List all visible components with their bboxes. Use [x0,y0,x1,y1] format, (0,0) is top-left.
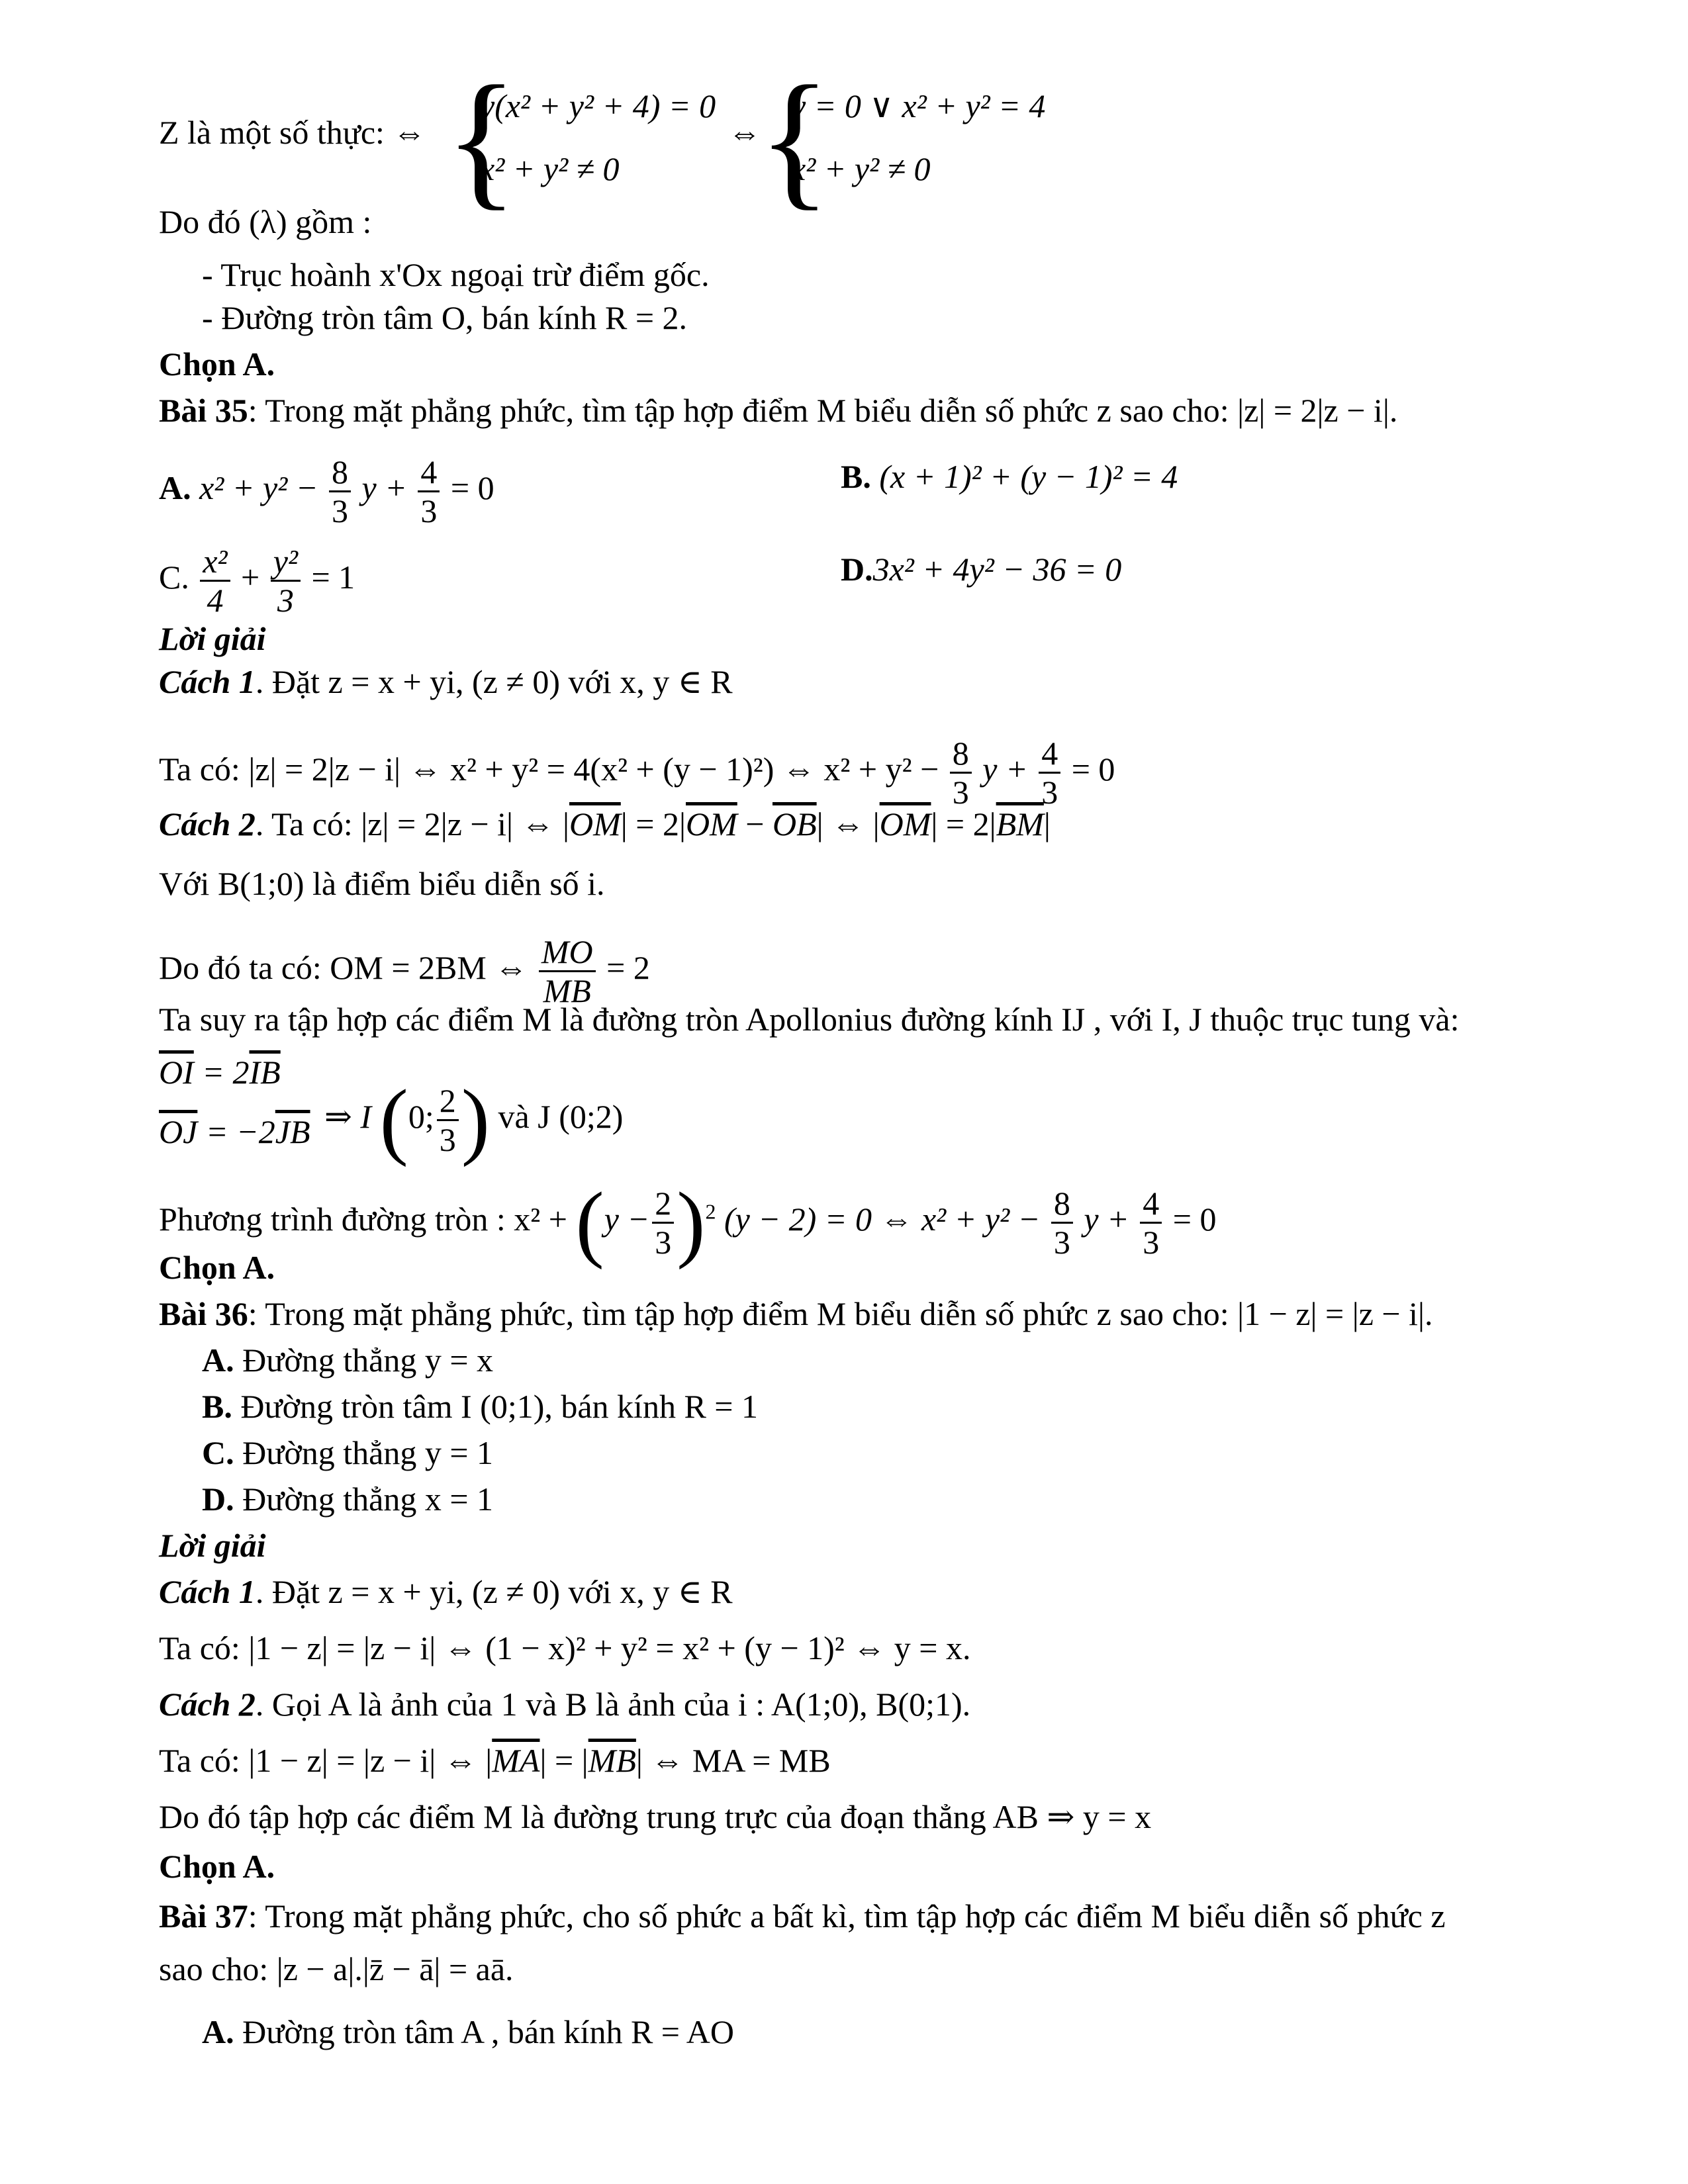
problem-number: Bài 37 [159,1897,248,1934]
ratio-text: = 2 [606,948,650,986]
denominator: 3 [331,492,348,529]
method-2 [159,804,1051,844]
derivation-text: Ta có: |z| = 2|z − i| ⇔ x² + y² = 4(x² + (y − 1)²) ⇔ x² + y² − [159,750,939,788]
numerator: 8 [950,735,972,774]
equation-text: y − [604,1200,650,1238]
vector: $\overline{OI}$ [159,1054,194,1091]
fraction [1051,1185,1073,1261]
method-text: . Đặt z = x + yi, (z ≠ 0) với x, y ∈ R [255,1573,733,1610]
line-real-condition [159,113,426,152]
option-label: C. [202,1434,234,1471]
paren: ( [575,1175,604,1271]
vector-eq-text: = −2 [197,1113,275,1150]
equation-text: Phương trình đường tròn : x² + [159,1200,567,1238]
option-c [159,543,355,619]
equivalence-symbol: ⇔ [728,114,761,151]
result-text: 0; [408,1097,434,1135]
solution-heading: Lời giải [159,1527,266,1564]
option-formula: = 0 [450,469,494,506]
system-1-eq-1: y(x² + y² + 4) = 0 [480,87,716,124]
vector: $\overline{OB}$ [772,805,817,842]
option-text: Đường tròn tâm I (0;1), bán kính R = 1 [232,1388,758,1425]
text-line: Do đó (λ) gồm : [159,203,372,240]
result-text: ⇒ I [324,1097,372,1135]
derivation-text: = 0 [1071,750,1115,788]
option-c [202,1433,493,1473]
method-label: Cách 2 [159,805,256,842]
numerator: 8 [1051,1185,1073,1224]
vector: $\overline{MB}$ [588,1742,636,1779]
method-text: − [737,805,773,842]
vector: $\overline{MA}$ [492,1742,540,1779]
derivation-text: | = | [539,1742,588,1779]
text-line: Do đó tập hợp các điểm M là đường trung trực của đoạn thẳng AB ⇒ y = x [159,1798,1152,1835]
vector: $\overline{OM}$ [879,805,931,842]
derivation-line [159,735,1115,811]
text-line: Ta suy ra tập hợp các điểm M là đường tròn Apollonius đường kính IJ , với I, J thuộc trục tung và: [159,1001,1460,1038]
left-brace-2: { [758,54,831,223]
equation-text: (y − 2) = 0 ⇔ x² + y² − [724,1200,1041,1238]
denominator: 3 [277,582,294,619]
option-formula: y + [361,469,407,506]
paren: ) [677,1175,706,1271]
method-label: Cách 1 [159,663,256,700]
method-text: . Đặt z = x + yi, (z ≠ 0) với x, y ∈ R [255,663,733,700]
denominator: 3 [420,492,438,529]
circle-equation: Phương trình đường tròn : x² + (y − $\frac{2}{3}$ )$^2$ (y − 2) = 0 ⇔ x² + y² − $\frac{8}{3}$ y + $\frac{4}{3}$ = 0 [159,1175,1217,1271]
option-a [159,453,494,529]
paren: ( [379,1072,408,1168]
option-formula: = 1 [311,558,355,596]
option-formula: 3x² + 4y² − 36 = 0 [872,551,1122,588]
answer-label: Chọn A. [159,1848,275,1885]
denominator: 3 [655,1224,672,1261]
option-label: D. [202,1480,234,1518]
text-line: sao cho: |z − a|.|z̄ − ā| = aā. [159,1950,514,1987]
method-text: | ⇔ | [816,805,880,842]
paren: ) [461,1072,491,1168]
method-label: Cách 1 [159,1573,256,1610]
method-label: Cách 2 [159,1686,256,1723]
derivation-text: y + [982,750,1028,788]
equation-text: y + [1084,1200,1129,1238]
method-text: . Gọi A là ảnh của 1 và B là ảnh của i : A(1;0), B(0;1). [255,1686,971,1723]
system-2-eq-1: y = 0 ∨ x² + y² = 4 [791,87,1046,124]
problem-36-statement [159,1294,1433,1334]
numerator: 4 [1039,735,1060,774]
vector: $\overline{BM}$ [996,805,1044,842]
option-d [202,1479,493,1519]
problem-number: Bài 36 [159,1295,248,1332]
denominator: 3 [1143,1224,1160,1261]
real-condition-text: Z là một số thực: ⇔ [159,114,426,151]
fraction [652,1185,674,1261]
numerator: x² [200,543,230,582]
vector: $\overline{OM}$ [569,805,621,842]
system-1-eq-2: x² + y² ≠ 0 [480,150,620,187]
equation-text: = 0 [1172,1200,1217,1238]
ratio-line [159,933,650,1009]
vector: $\overline{OM}$ [686,805,737,842]
option-a [202,1340,493,1380]
denominator: 3 [1041,774,1058,811]
option-text: Đường tròn tâm A , bán kính R = AO [234,2013,734,2050]
option-b [841,457,1178,496]
fraction [1039,735,1060,811]
answer-label: Chọn A. [159,345,275,383]
option-text: Đường thẳng y = x [234,1342,494,1379]
problem-37-statement [159,1896,1446,1936]
fraction [950,735,972,811]
fraction [329,453,351,529]
vector-eq-text: = 2 [193,1054,250,1091]
method-text: | = 2| [931,805,996,842]
fraction [271,543,301,619]
option-label: B. [202,1388,232,1425]
numerator: 4 [418,453,440,492]
system-2-eq-2: x² + y² ≠ 0 [791,150,931,187]
problem-number: Bài 35 [159,392,248,429]
problem-text: : Trong mặt phẳng phức, tìm tập hợp điểm M biểu diễn số phức z sao cho: |z| = 2|z − i|. [248,392,1398,429]
left-brace-1: { [445,54,518,223]
numerator: 8 [329,453,351,492]
denominator: 4 [207,582,224,619]
problem-35-statement [159,390,1397,430]
list-item: - Trục hoành x'Ox ngoại trừ điểm gốc. [202,256,710,293]
fraction [418,453,440,529]
method-text: | [1043,805,1051,842]
option-formula: (x + 1)² + (y − 1)² = 4 [879,458,1178,495]
option-b [202,1387,758,1426]
method-text: . Ta có: |z| = 2|z − i| ⇔ | [255,805,570,842]
denominator: 3 [952,774,969,811]
answer-label: Chọn A. [159,1249,275,1286]
result-text: và J (0;2) [498,1097,624,1135]
denominator: 3 [1053,1224,1070,1261]
derivation-text: Ta có: |1 − z| = |z − i| ⇔ | [159,1742,492,1779]
numerator: 4 [1140,1185,1162,1224]
numerator: y² [271,543,301,582]
option-label: D. [841,551,873,588]
denominator: 3 [439,1121,456,1158]
method-2 [159,1684,970,1724]
vector: $\overline{IB}$ [249,1054,281,1091]
ratio-text: Do đó ta có: OM = 2BM ⇔ [159,948,528,986]
text-line: Với B(1;0) là điểm biểu diễn số i. [159,865,605,902]
fraction [437,1082,459,1158]
option-label: A. [202,2013,234,2050]
numerator: 2 [437,1082,459,1121]
problem-text: : Trong mặt phẳng phức, tìm tập hợp điểm M biểu diễn số phức z sao cho: |1 − z| = |z − i|. [248,1295,1433,1332]
method-text: | = 2| [620,805,686,842]
list-item: - Đường tròn tâm O, bán kính R = 2. [202,299,688,336]
fraction [1140,1185,1162,1261]
method-1 [159,662,733,702]
numerator: MO [539,933,596,972]
option-label: B. [841,458,871,495]
option-label: A. [159,469,191,506]
method-1 [159,1572,733,1612]
vector-eq-1 [159,1052,281,1092]
denominator: MB [543,972,591,1009]
option-d [841,549,1121,589]
option-text: Đường thẳng y = 1 [234,1434,494,1471]
derivation-text: | ⇔ MA = MB [635,1742,831,1779]
option-label: C. [159,558,189,596]
option-formula: + [241,558,260,596]
option-a [202,2012,734,2052]
numerator: 2 [652,1185,674,1224]
solution-heading: Lời giải [159,620,266,657]
fraction [539,933,596,1009]
vector: $\overline{JB}$ [275,1113,310,1150]
point-result [324,1072,624,1168]
problem-text: : Trong mặt phẳng phức, cho số phức a bất kì, tìm tập hợp các điểm M biểu diễn số phức z [248,1897,1446,1934]
vector: $\overline{OJ}$ [159,1113,198,1150]
option-text: Đường thẳng x = 1 [234,1480,494,1518]
fraction [200,543,230,619]
vector-eq-2 [159,1112,310,1152]
option-label: A. [202,1342,234,1379]
option-formula: x² + y² − [199,469,318,506]
derivation-line: Ta có: |1 − z| = |z − i| ⇔ (1 − x)² + y² = x² + (y − 1)² ⇔ y = x. [159,1629,971,1666]
derivation-line [159,1741,831,1780]
